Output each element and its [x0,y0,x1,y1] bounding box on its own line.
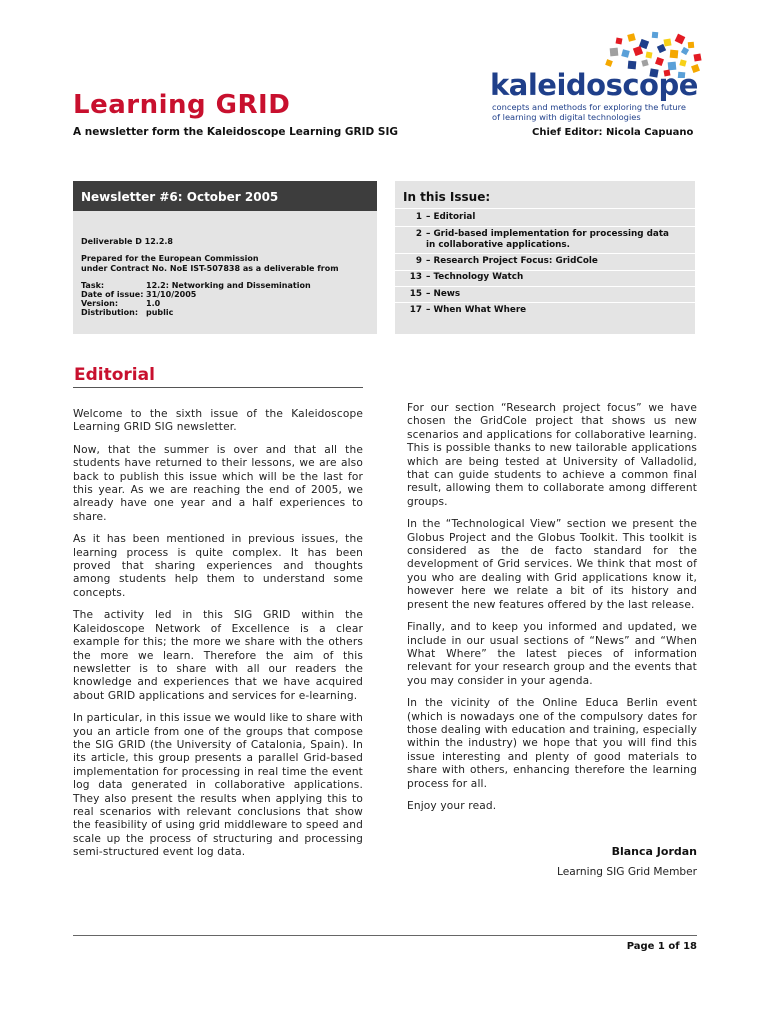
issue-divider [395,270,695,271]
logo-square [610,48,619,57]
issue-page: 2 [415,229,422,239]
issue-divider [395,208,695,209]
signature-name: Blanca Jordan [611,845,697,858]
page-number: Page 1 of 18 [626,941,697,952]
issue-item[interactable] [402,212,692,223]
editorial-paragraph: The activity led in this SIG GRID within the Kaleidoscope Network of Excellence is a clear example for this; the more we share with the others the more we learn. Therefore the aim of this newsletter is to share with all our readers the knowledge and experiences that we have acquired about GRID applications and services for e-learning. [73,609,363,702]
logo-square [679,59,686,66]
chief-editor: Chief Editor: Nicola Capuano [532,127,694,138]
prepared-for: Prepared for the European Commission [81,254,259,263]
meta-value-task: 12.2: Networking and Dissemination [146,281,311,290]
editorial-heading: Editorial [74,365,155,385]
editorial-left-column [73,408,363,869]
logo-square [646,52,653,59]
meta-value-date: 31/10/2005 [146,290,197,299]
logo-square [621,49,630,58]
meta-value-version: 1.0 [146,299,161,308]
logo-square [633,46,643,56]
issue-title: – Technology Watch [426,272,524,282]
deliverable-id: Deliverable D 12.2.8 [81,237,173,246]
logo-square [688,42,695,49]
logo-square [655,57,664,66]
meta-key-date: Date of issue: [81,290,144,299]
in-this-issue-heading: In this Issue: [403,190,491,204]
logo-word: kaleidoscope [490,68,698,102]
editorial-paragraph: For our section “Research project focus” we have chosen the GridCole project that shows us new scenarios and applications for collaborative learning. This is possible thanks to new tailorable applications which are being tested at University of Valladolid, that can guide students to achieve a common final result, allowing them to collaborate among different groups. [407,402,697,508]
logo-square [681,47,689,55]
logo-square [675,34,686,45]
logo-square [670,50,679,59]
meta-value-distribution: public [146,308,174,317]
issue-page: 15 [409,289,422,299]
logo-square [627,33,636,42]
contract-line: under Contract No. NoE IST-507838 as a deliverable from [81,264,339,273]
issue-item[interactable] [402,272,692,283]
editorial-paragraph: In particular, in this issue we would like to share with you an article from one of the groups that compose the SIG GRID (the University of Catalonia, Spain). In its article, this group presents a parallel Grid-based implementation for processing in real time the event log data generated in collaborative applications. They also present the results when applying this to real scenarios with relevant conclusions that show the feasibility of using grid middleware to speed and scale up the process of structuring and processing semi-structured event log data. [73,712,363,859]
newsletter-title: Learning GRID [73,90,291,120]
meta-key-version: Version: [81,299,119,308]
meta-key-distribution: Distribution: [81,308,139,317]
signature-role: Learning SIG Grid Member [557,866,697,878]
issue-item[interactable] [402,289,692,300]
logo-square [652,32,659,39]
newsletter-tagline: A newsletter form the Kaleidoscope Learning GRID SIG [73,126,398,138]
editorial-paragraph: Finally, and to keep you informed and updated, we include in our usual sections of “News” and “When What Where” the latest pieces of information relevant for your research group and the events that you may consider in your agenda. [407,621,697,687]
editorial-right-column [407,402,697,822]
issue-divider [395,226,695,227]
issue-item[interactable] [402,256,692,267]
editorial-paragraph: Now, that the summer is over and that all the students have returned to their lessons, we are also back to publish this issue which will be the last for this year. As we are reaching the end of 2005, we already have one year and a half experiences to share. [73,443,363,523]
footer-rule [73,935,697,936]
issue-title: – News [426,289,461,299]
issue-divider [395,286,695,287]
issue-item[interactable] [402,229,692,251]
issue-divider [395,253,695,254]
logo-square [641,59,648,66]
logo-square [663,38,671,46]
logo-tagline-1: concepts and methods for exploring the future [492,102,687,112]
editorial-rule [73,387,363,388]
meta-key-task: Task: [81,281,105,290]
issue-page: 9 [415,256,422,266]
logo-square [616,38,623,45]
logo-square [693,53,701,61]
issue-title: – Editorial [426,212,476,222]
kaleidoscope-logo [488,30,708,122]
editorial-paragraph: As it has been mentioned in previous issues, the learning process is quite complex. It has been proved that sharing experiences and thoughts among students help them to understand some concepts. [73,533,363,599]
issue-item[interactable] [402,305,692,316]
issue-divider [395,302,695,303]
editorial-paragraph: In the “Technological View” section we present the Globus Project and the Globus Toolkit. This toolkit is considered as the de facto standard for the development of Grid services. We think that most of you who are dealing with Grid applications know it, however here we relate a bit of its history and present the new features offered by the last release. [407,518,697,611]
editorial-paragraph: Enjoy your read. [407,799,497,812]
issue-page: 17 [409,305,422,315]
newsletter-heading: Newsletter #6: October 2005 [81,190,279,204]
logo-tagline-2: of learning with digital technologies [492,112,641,122]
issue-title: – Research Project Focus: GridCole [426,256,598,266]
issue-title: – When What Where [426,305,527,315]
issue-page: 1 [415,212,422,222]
issue-title: – Grid-based implementation for processing data in collaborative applications. [426,229,669,250]
logo-square [605,59,613,67]
editorial-paragraph: Welcome to the sixth issue of the Kaleidoscope Learning GRID SIG newsletter. [73,408,363,434]
issue-page: 13 [409,272,422,282]
editorial-paragraph: In the vicinity of the Online Educa Berlin event (which is nowadays one of the compulsory dates for those dealing with education and training, especially within the industry) we hope that you will find this issue interesting and plenty of good materials to share with others, enhancing therefore the learning process for all. [407,697,697,790]
